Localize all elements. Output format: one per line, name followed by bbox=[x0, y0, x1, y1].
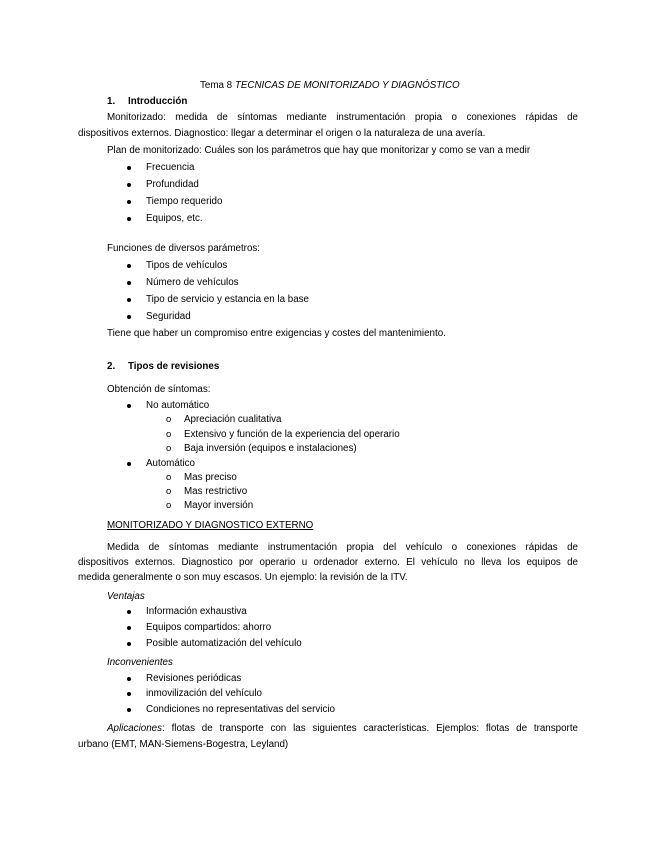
bullet-dot bbox=[127, 281, 131, 285]
bullet-dot bbox=[127, 642, 131, 646]
list-item: Frecuencia bbox=[146, 162, 195, 173]
bullet-dot bbox=[127, 677, 131, 681]
section-1-number: 1. bbox=[107, 96, 116, 107]
list-item: Posible automatización del vehículo bbox=[146, 638, 302, 649]
list-item: Revisiones periódicas bbox=[146, 673, 242, 684]
list-item: Tipo de servicio y estancia en la base bbox=[146, 294, 310, 305]
list-item: Tipos de vehículos bbox=[146, 260, 228, 271]
list-item: Equipos compartidos: ahorro bbox=[146, 622, 272, 633]
intro-paragraph-line-1: Monitorizado: medida de síntomas mediante instrumentación propia o conexiones rápidas de bbox=[107, 112, 578, 123]
sub-list-item: Mayor inversión bbox=[184, 500, 254, 511]
sub-list-item: Mas preciso bbox=[184, 472, 237, 483]
circle-bullet-icon: o bbox=[166, 429, 172, 440]
list-item: Automático bbox=[146, 458, 196, 469]
list-item: Profundidad bbox=[146, 179, 199, 190]
list-item: Número de vehículos bbox=[146, 277, 239, 288]
bullet-dot bbox=[127, 610, 131, 614]
plan-paragraph: Plan de monitorizado: Cuáles son los parámetros que hay que monitorizar y como se van a medir bbox=[107, 145, 531, 156]
list-item: Equipos, etc. bbox=[146, 213, 203, 224]
bullet-dot bbox=[127, 626, 131, 630]
bullet-dot bbox=[127, 264, 131, 268]
list-item: Seguridad bbox=[146, 311, 191, 322]
externo-paragraph-line-1: Medida de síntomas mediante instrumentación propia del vehículo o conexiones rápidas de bbox=[107, 542, 578, 553]
bullet-dot bbox=[127, 217, 131, 221]
circle-bullet-icon: o bbox=[166, 443, 172, 454]
circle-bullet-icon: o bbox=[166, 486, 172, 497]
section-2-number: 2. bbox=[107, 361, 116, 372]
externo-paragraph-line-2: dispositivos externos. Diagnostico por operario u ordenador externo. El vehículo no lleva los equipos de bbox=[78, 557, 578, 568]
circle-bullet-icon: o bbox=[166, 500, 172, 511]
circle-bullet-icon: o bbox=[166, 414, 172, 425]
list-item: inmovilización del vehículo bbox=[146, 688, 262, 699]
bullet-dot bbox=[127, 166, 131, 170]
bullet-dot bbox=[127, 692, 131, 696]
sub-list-item: Apreciación cualitativa bbox=[184, 414, 282, 425]
funciones-heading: Funciones de diversos parámetros: bbox=[107, 243, 261, 254]
aplicaciones-paragraph-line-1: Aplicaciones: flotas de transporte con las siguientes características. Ejemplos: flotas de transporte bbox=[107, 723, 578, 734]
ventajas-heading: Ventajas bbox=[107, 591, 145, 602]
obtencion-heading: Obtención de síntomas: bbox=[107, 384, 211, 395]
bullet-dot bbox=[127, 404, 131, 408]
bullet-dot bbox=[127, 200, 131, 204]
list-item: Información exhaustiva bbox=[146, 606, 247, 617]
sub-list-item: Baja inversión (equipos e instalaciones) bbox=[184, 443, 357, 454]
section-2-heading: Tipos de revisiones bbox=[128, 361, 220, 372]
document-title: Tema 8 TECNICAS DE MONITORIZADO Y DIAGNÓSTICO bbox=[200, 80, 460, 91]
compromiso-paragraph: Tiene que haber un compromiso entre exigencias y costes del mantenimiento. bbox=[107, 328, 446, 339]
aplicaciones-paragraph-line-2: urbano (EMT, MAN-Siemens-Bogestra, Leyland) bbox=[78, 739, 289, 750]
bullet-dot bbox=[127, 315, 131, 319]
section-1-heading: Introducción bbox=[128, 96, 188, 107]
bullet-dot bbox=[127, 462, 131, 466]
inconvenientes-heading: Inconvenientes bbox=[107, 657, 173, 668]
intro-paragraph-line-2: dispositivos externos. Diagnostico: llegar a determinar el origen o la naturaleza de una avería. bbox=[78, 128, 486, 139]
list-item: No automático bbox=[146, 400, 210, 411]
externo-paragraph-line-3: medida generalmente o son muy escasos. Un ejemplo: la revisión de la ITV. bbox=[78, 572, 408, 583]
sub-list-item: Extensivo y función de la experiencia del operario bbox=[184, 429, 400, 440]
externo-heading: MONITORIZADO Y DIAGNOSTICO EXTERNO bbox=[107, 520, 314, 531]
list-item: Tiempo requerido bbox=[146, 196, 223, 207]
circle-bullet-icon: o bbox=[166, 472, 172, 483]
bullet-dot bbox=[127, 183, 131, 187]
list-item: Condiciones no representativas del servicio bbox=[146, 704, 335, 715]
bullet-dot bbox=[127, 708, 131, 712]
sub-list-item: Mas restrictivo bbox=[184, 486, 248, 497]
bullet-dot bbox=[127, 298, 131, 302]
